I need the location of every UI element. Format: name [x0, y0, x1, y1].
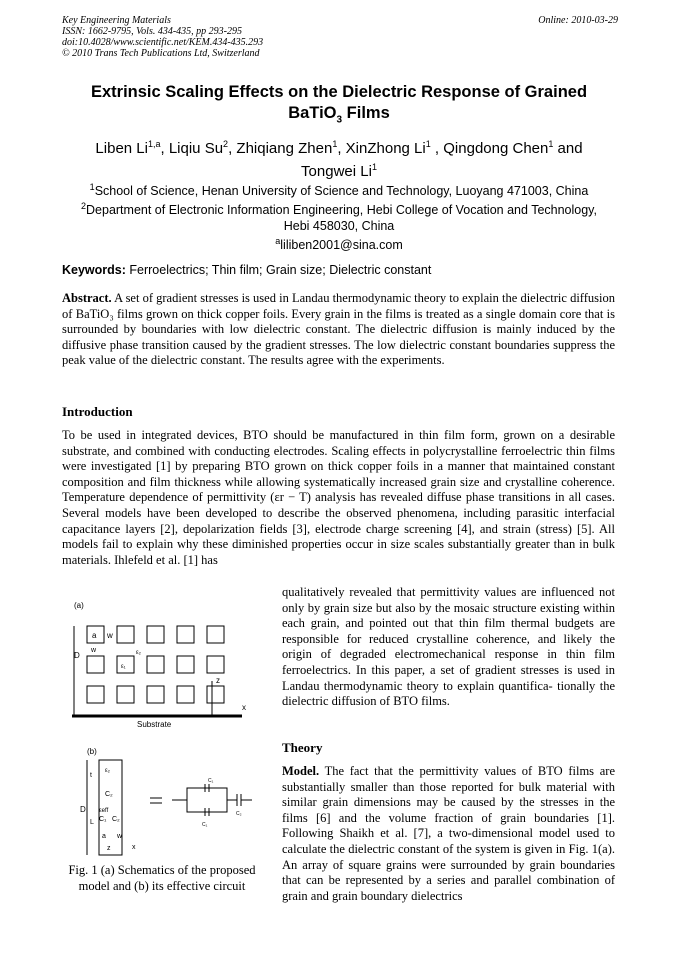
author-name: Liben Li: [95, 140, 148, 157]
introduction-paragraph-cont: qualitatively revealed that permittivity values are influenced not only by grain size but also by the mosaic structure existing within each grain, and pointed out that thin film thermal budgets are responsible for reduced crystalline coherence, and likely the origin of degraded electromechanical response in thin film ferroelectrics. In this paper, a set of gradient stresses is used in Landau thermodynamic theory to explain quantifica- tionally the dielectric diffusion of BTO films.: [282, 585, 615, 709]
journal-doi: doi:10.4028/www.scientific.net/KEM.434-435.293: [62, 37, 264, 48]
label-z: z: [216, 676, 220, 685]
journal-issn: ISSN: 1662-9795, Vols. 434-435, pp 293-295: [62, 26, 242, 37]
label-t: t: [90, 772, 92, 779]
theory-heading: Theory: [282, 740, 323, 755]
figure-caption: Fig. 1 (a) Schematics of the proposed model and (b) its effective circuit: [68, 863, 256, 893]
figure-1b-circuit: [62, 742, 272, 862]
paper-title: [62, 82, 616, 130]
label-x: x: [242, 703, 246, 712]
circuit-label-c1-top: C₁: [208, 778, 214, 784]
label-C1-b: C₁: [99, 816, 107, 823]
circuit-label-c1: C₁: [202, 822, 208, 828]
keywords: Keywords: Ferroelectrics; Thin film; Grain size; Dielectric constant: [62, 263, 432, 277]
figure-1a-schematic: [62, 596, 272, 731]
author-email: $^a$liliben2001@sina.com: [275, 236, 403, 253]
substrate-label: Substrate: [137, 720, 172, 729]
label-eeff: εeff: [99, 808, 109, 814]
abstract: Abstract. A set of gradient stresses is used in Landau thermodynamic theory to explain the dielectric diffusion of BaTiO₃ films grown on thick copper foils. Every grain in the films is treated as a single domain core that is surrounded by boundaries with low dielectric constant. The dielectric diffusion is mainly induced by the diffusive phase transition caused by the gradient stresses. The low dielectric constant boundaries suppress the peak value of the dielectric constant. The results agree with the experiments.: [62, 291, 615, 368]
label-x-b: x: [132, 844, 136, 851]
author-line-2: Tongwei Li$^1$: [301, 162, 377, 180]
label-eps1: ε₁: [121, 664, 126, 670]
author-list: [62, 135, 616, 181]
label-C2-b: C₂: [112, 816, 120, 823]
panel-b-label: (b): [87, 747, 97, 756]
affiliation-1: $^1$School of Science, Henan University of Science and Technology, Luoyang 471003, China: [89, 182, 589, 199]
author-name: Qingdong Chen: [443, 140, 549, 157]
label-a-b: a: [102, 833, 106, 840]
label-w-b: w: [117, 833, 123, 840]
label-D: D: [74, 651, 80, 660]
affiliation-2: $^2$Department of Electronic Information Engineering, Hebi College of Vocation and Technology, Hebi 458030, China: [81, 201, 597, 234]
title-line-2: BaTiO$_3$ Films: [288, 104, 390, 126]
journal-copyright: © 2010 Trans Tech Publications Ltd, Switzerland: [62, 48, 260, 59]
label-eps2-b: ε₂: [105, 768, 111, 774]
introduction-heading: Introduction: [62, 404, 133, 419]
author-line-1: Liben Li$^{1,a}$, Liqiu Su$^2$, Zhiqiang Zhen$^1$, XinZhong Li$^1$ , Qingdong Chen$^1$ and: [95, 139, 583, 157]
author-name: Liqiu Su: [168, 140, 224, 157]
journal-name: Key Engineering Materials: [62, 15, 171, 26]
label-D-b: D: [80, 805, 86, 814]
title-line-1: Extrinsic Scaling Effects on the Dielectric Response of Grained: [90, 83, 588, 101]
journal-header: [62, 15, 263, 59]
label-C2-top: C₂: [105, 791, 113, 798]
author-name: Tongwei Li: [301, 163, 372, 180]
label-a: a: [92, 631, 97, 640]
circuit-label-c2: C₂: [236, 811, 242, 817]
label-z-b: z: [107, 845, 111, 852]
label-eps2: ε₂: [136, 650, 142, 656]
introduction-paragraph: To be used in integrated devices, BTO should be manufactured in thin film form, grown on a desirable substrate, and combined with conducting electrodes. Scaling effects in polycrystalline ferroelectric thin films were investigated [1] by preparing BTO grown on thick copper foils in a manner that maintained constant composition and film thickness while allowing systematically increased grain size and crystalline coherence. Temperature dependence of permittivity (εr − T) analysis has revealed diffuse phase transitions in all cases. Several models have been developed to describe the observed phenomena, including parasitic interfacial capacitance layers [2], depolarization fields [3], electrode charge screening [4], and strain (stress) [5]. All models fail to explain why these diminished properties occur in size scales substantially greater than in bulk materials. Ihlefeld et al. [1] has: [62, 428, 615, 567]
panel-a-label: (a): [74, 601, 84, 610]
label-w2: w: [91, 647, 97, 654]
label-w: w: [107, 631, 113, 640]
label-L: L: [90, 819, 94, 826]
online-date: Online: 2010-03-29: [538, 15, 618, 26]
author-name: XinZhong Li: [345, 140, 426, 157]
model-paragraph: Model. The fact that the permittivity values of BTO films are substantially smaller than those reported for bulk material with similar grain dimensions may be caused by the stresses in the films [6] and the volume fraction of grain boundaries [1]. Following Shaikh et al. [7], a two-dimensional model used to calculate the dielectric constant of the system is given in Fig. 1(a). An array of square grains were surrounded by grain boundaries that can be represented by a series and parallel combination of grain and grain boundary dielectrics: [282, 764, 615, 903]
author-name: Zhiqiang Zhen: [236, 140, 333, 157]
